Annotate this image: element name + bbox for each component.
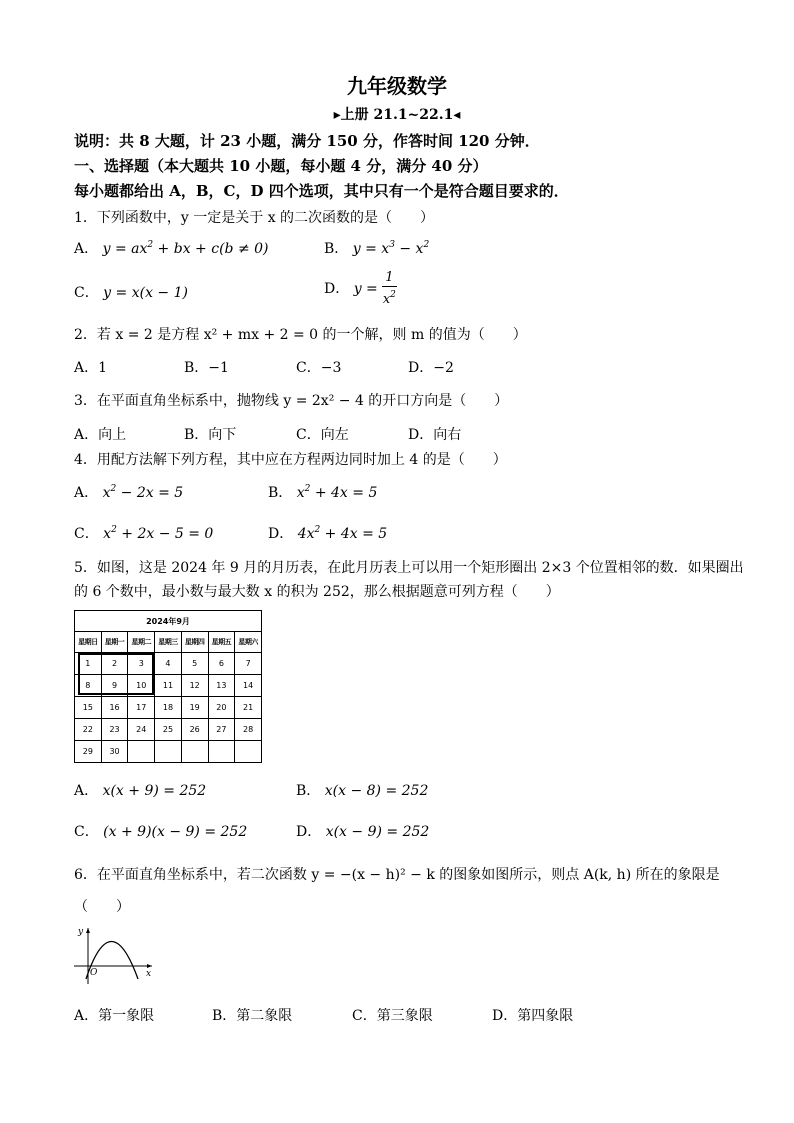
day-cell: 4 <box>155 653 182 675</box>
q4-option-b-label: B． <box>268 485 293 501</box>
day-cell: 23 <box>101 719 128 741</box>
q1-option-b-label: B． <box>324 241 349 257</box>
section-rule: 每小题都给出 A，B，C，D 四个选项，其中只有一个是符合题目要求的． <box>74 182 569 200</box>
q3-option-d: D．向右 <box>408 427 462 443</box>
day-cell: 22 <box>75 719 102 741</box>
calendar-week-row <box>75 741 262 763</box>
day-cell: 15 <box>75 697 102 719</box>
calendar-selection-rectangle <box>78 653 154 695</box>
q6-option-a: A．第一象限 <box>74 1008 155 1024</box>
q4-option-a-formula: $x^2 - 2x = 5$ <box>102 484 184 501</box>
q4-option-d-formula: $4x^2 + 4x = 5$ <box>297 525 388 542</box>
q1-option-c-label: C． <box>74 285 99 301</box>
q4-option-a-label: A． <box>74 485 99 501</box>
q2-option-c: C．−3 <box>296 360 342 376</box>
question-5-stem-line1: 5．如图，这是 2024 年 9 月的月历表，在此月历表上可以用一个矩形圈出 2×3 个位置相邻的数．如果圈出 <box>74 560 744 576</box>
q1-option-d <box>324 270 397 308</box>
day-cell: 18 <box>155 697 182 719</box>
day-cell <box>181 741 208 763</box>
question-3-stem: 3．在平面直角坐标系中，抛物线 y = 2x² − 4 的开口方向是（ ） <box>74 393 509 409</box>
q5-option-a-formula: x(x + 9) = 252 <box>102 783 207 799</box>
x-axis-arrow <box>147 964 152 968</box>
day-cell: 6 <box>208 653 235 675</box>
q1-option-a-formula: $y = ax^2$ + bx + c(b ≠ 0) <box>102 240 269 257</box>
q1-option-b-formula: $y = x^3 - x^2$ <box>352 240 430 257</box>
q5-option-d-label: D． <box>296 824 322 840</box>
q5-option-b-label: B． <box>296 783 321 799</box>
calendar-weekday-row <box>75 632 262 653</box>
day-cell: 27 <box>208 719 235 741</box>
calendar-title: 2024年9月 <box>75 611 262 632</box>
q1-option-c <box>74 282 188 302</box>
q2-option-a: A．1 <box>74 360 108 376</box>
q5-option-a <box>74 780 206 800</box>
q5-option-c-formula: (x + 9)(x − 9) = 252 <box>103 824 248 840</box>
q5-option-c-label: C． <box>74 824 99 840</box>
exam-note: 说明：共 8 大题，计 23 小题，满分 150 分，作答时间 120 分钟． <box>74 132 540 150</box>
day-cell: 24 <box>128 719 155 741</box>
weekday-cell: 星期六 <box>235 632 262 653</box>
day-cell: 20 <box>208 697 235 719</box>
q4-option-c-formula: $x^2 + 2x - 5 = 0$ <box>103 525 214 542</box>
day-cell: 17 <box>128 697 155 719</box>
question-5-stem-line2: 的 6 个数中，最小数与最大数 x 的积为 252，那么根据题意可列方程（ ） <box>74 584 560 600</box>
page-title: 九年级数学 <box>347 74 447 98</box>
q5-option-a-label: A． <box>74 783 99 799</box>
day-cell: 2 <box>101 653 128 675</box>
q3-option-c: C．向左 <box>296 427 349 443</box>
weekday-cell: 星期五 <box>208 632 235 653</box>
q5-option-c <box>74 821 247 841</box>
q1-option-c-formula: y = x(x − 1) <box>103 285 188 301</box>
q1-option-d-label: D． <box>324 281 350 297</box>
day-cell: 19 <box>181 697 208 719</box>
y-axis-label: y <box>78 927 84 937</box>
q5-option-d <box>296 821 429 841</box>
day-cell: 11 <box>155 675 182 697</box>
q4-option-a <box>74 482 183 502</box>
question-4-stem: 4．用配方法解下列方程，其中应在方程两边同时加上 4 的是（ ） <box>74 452 507 468</box>
q6-option-b: B．第二象限 <box>212 1008 293 1024</box>
weekday-cell: 星期日 <box>75 632 102 653</box>
q1-option-d-formula: y = $\frac{1}{x^2}$ <box>353 270 396 307</box>
weekday-cell: 星期二 <box>128 632 155 653</box>
q4-option-b <box>268 482 377 502</box>
day-cell: 28 <box>235 719 262 741</box>
day-cell: 30 <box>101 741 128 763</box>
weekday-cell: 星期三 <box>155 632 182 653</box>
q3-option-b: B．向下 <box>184 427 237 443</box>
q5-option-b-formula: x(x − 8) = 252 <box>324 783 429 799</box>
day-cell: 5 <box>181 653 208 675</box>
day-cell <box>155 741 182 763</box>
q1-option-a <box>74 238 269 258</box>
day-cell: 8 <box>75 675 102 697</box>
q6-option-c: C．第三象限 <box>352 1008 433 1024</box>
day-cell: 7 <box>235 653 262 675</box>
q4-option-c-label: C． <box>74 526 99 542</box>
day-cell: 14 <box>235 675 262 697</box>
question-6-stem: 6．在平面直角坐标系中，若二次函数 y = −(x − h)² − k 的图象如图所示，则点 A(k, h) 所在的象限是 <box>74 867 720 883</box>
parabola-graph <box>70 924 160 986</box>
day-cell: 12 <box>181 675 208 697</box>
day-cell: 9 <box>101 675 128 697</box>
weekday-cell: 星期一 <box>101 632 128 653</box>
q3-option-a: A．向上 <box>74 427 127 443</box>
question-2-stem: 2．若 x = 2 是方程 x² + mx + 2 = 0 的一个解，则 m 的值为（ ） <box>74 327 527 343</box>
q5-option-d-formula: x(x − 9) = 252 <box>325 824 430 840</box>
section-heading: 一、选择题（本大题共 10 小题，每小题 4 分，满分 40 分） <box>74 157 488 175</box>
q4-option-c <box>74 523 213 543</box>
day-cell: 16 <box>101 697 128 719</box>
day-cell: 21 <box>235 697 262 719</box>
q4-option-d <box>268 523 387 543</box>
q5-option-b <box>296 780 428 800</box>
day-cell: 13 <box>208 675 235 697</box>
q4-option-b-formula: $x^2 + 4x = 5$ <box>296 484 378 501</box>
day-cell: 1 <box>75 653 102 675</box>
day-cell <box>128 741 155 763</box>
origin-label: O <box>90 968 98 978</box>
calendar-week-row <box>75 719 262 741</box>
calendar-week-row <box>75 697 262 719</box>
day-cell <box>235 741 262 763</box>
y-axis-arrow <box>86 928 90 933</box>
q6-option-d: D．第四象限 <box>492 1008 574 1024</box>
day-cell: 29 <box>75 741 102 763</box>
weekday-cell: 星期四 <box>181 632 208 653</box>
day-cell: 26 <box>181 719 208 741</box>
question-6-paren: （ ） <box>74 899 130 915</box>
day-cell: 3 <box>128 653 155 675</box>
page-subtitle: ▸上册 21.1~22.1◂ <box>333 107 461 123</box>
q1-option-b <box>324 238 429 258</box>
day-cell: 25 <box>155 719 182 741</box>
q4-option-d-label: D． <box>268 526 294 542</box>
question-1-stem: 1．下列函数中，y 一定是关于 x 的二次函数的是（ ） <box>74 210 435 226</box>
q2-option-d: D．−2 <box>408 360 454 376</box>
day-cell: 10 <box>128 675 155 697</box>
q1-option-a-label: A． <box>74 241 99 257</box>
x-axis-label: x <box>146 969 152 979</box>
day-cell <box>208 741 235 763</box>
q2-option-b: B．−1 <box>184 360 229 376</box>
